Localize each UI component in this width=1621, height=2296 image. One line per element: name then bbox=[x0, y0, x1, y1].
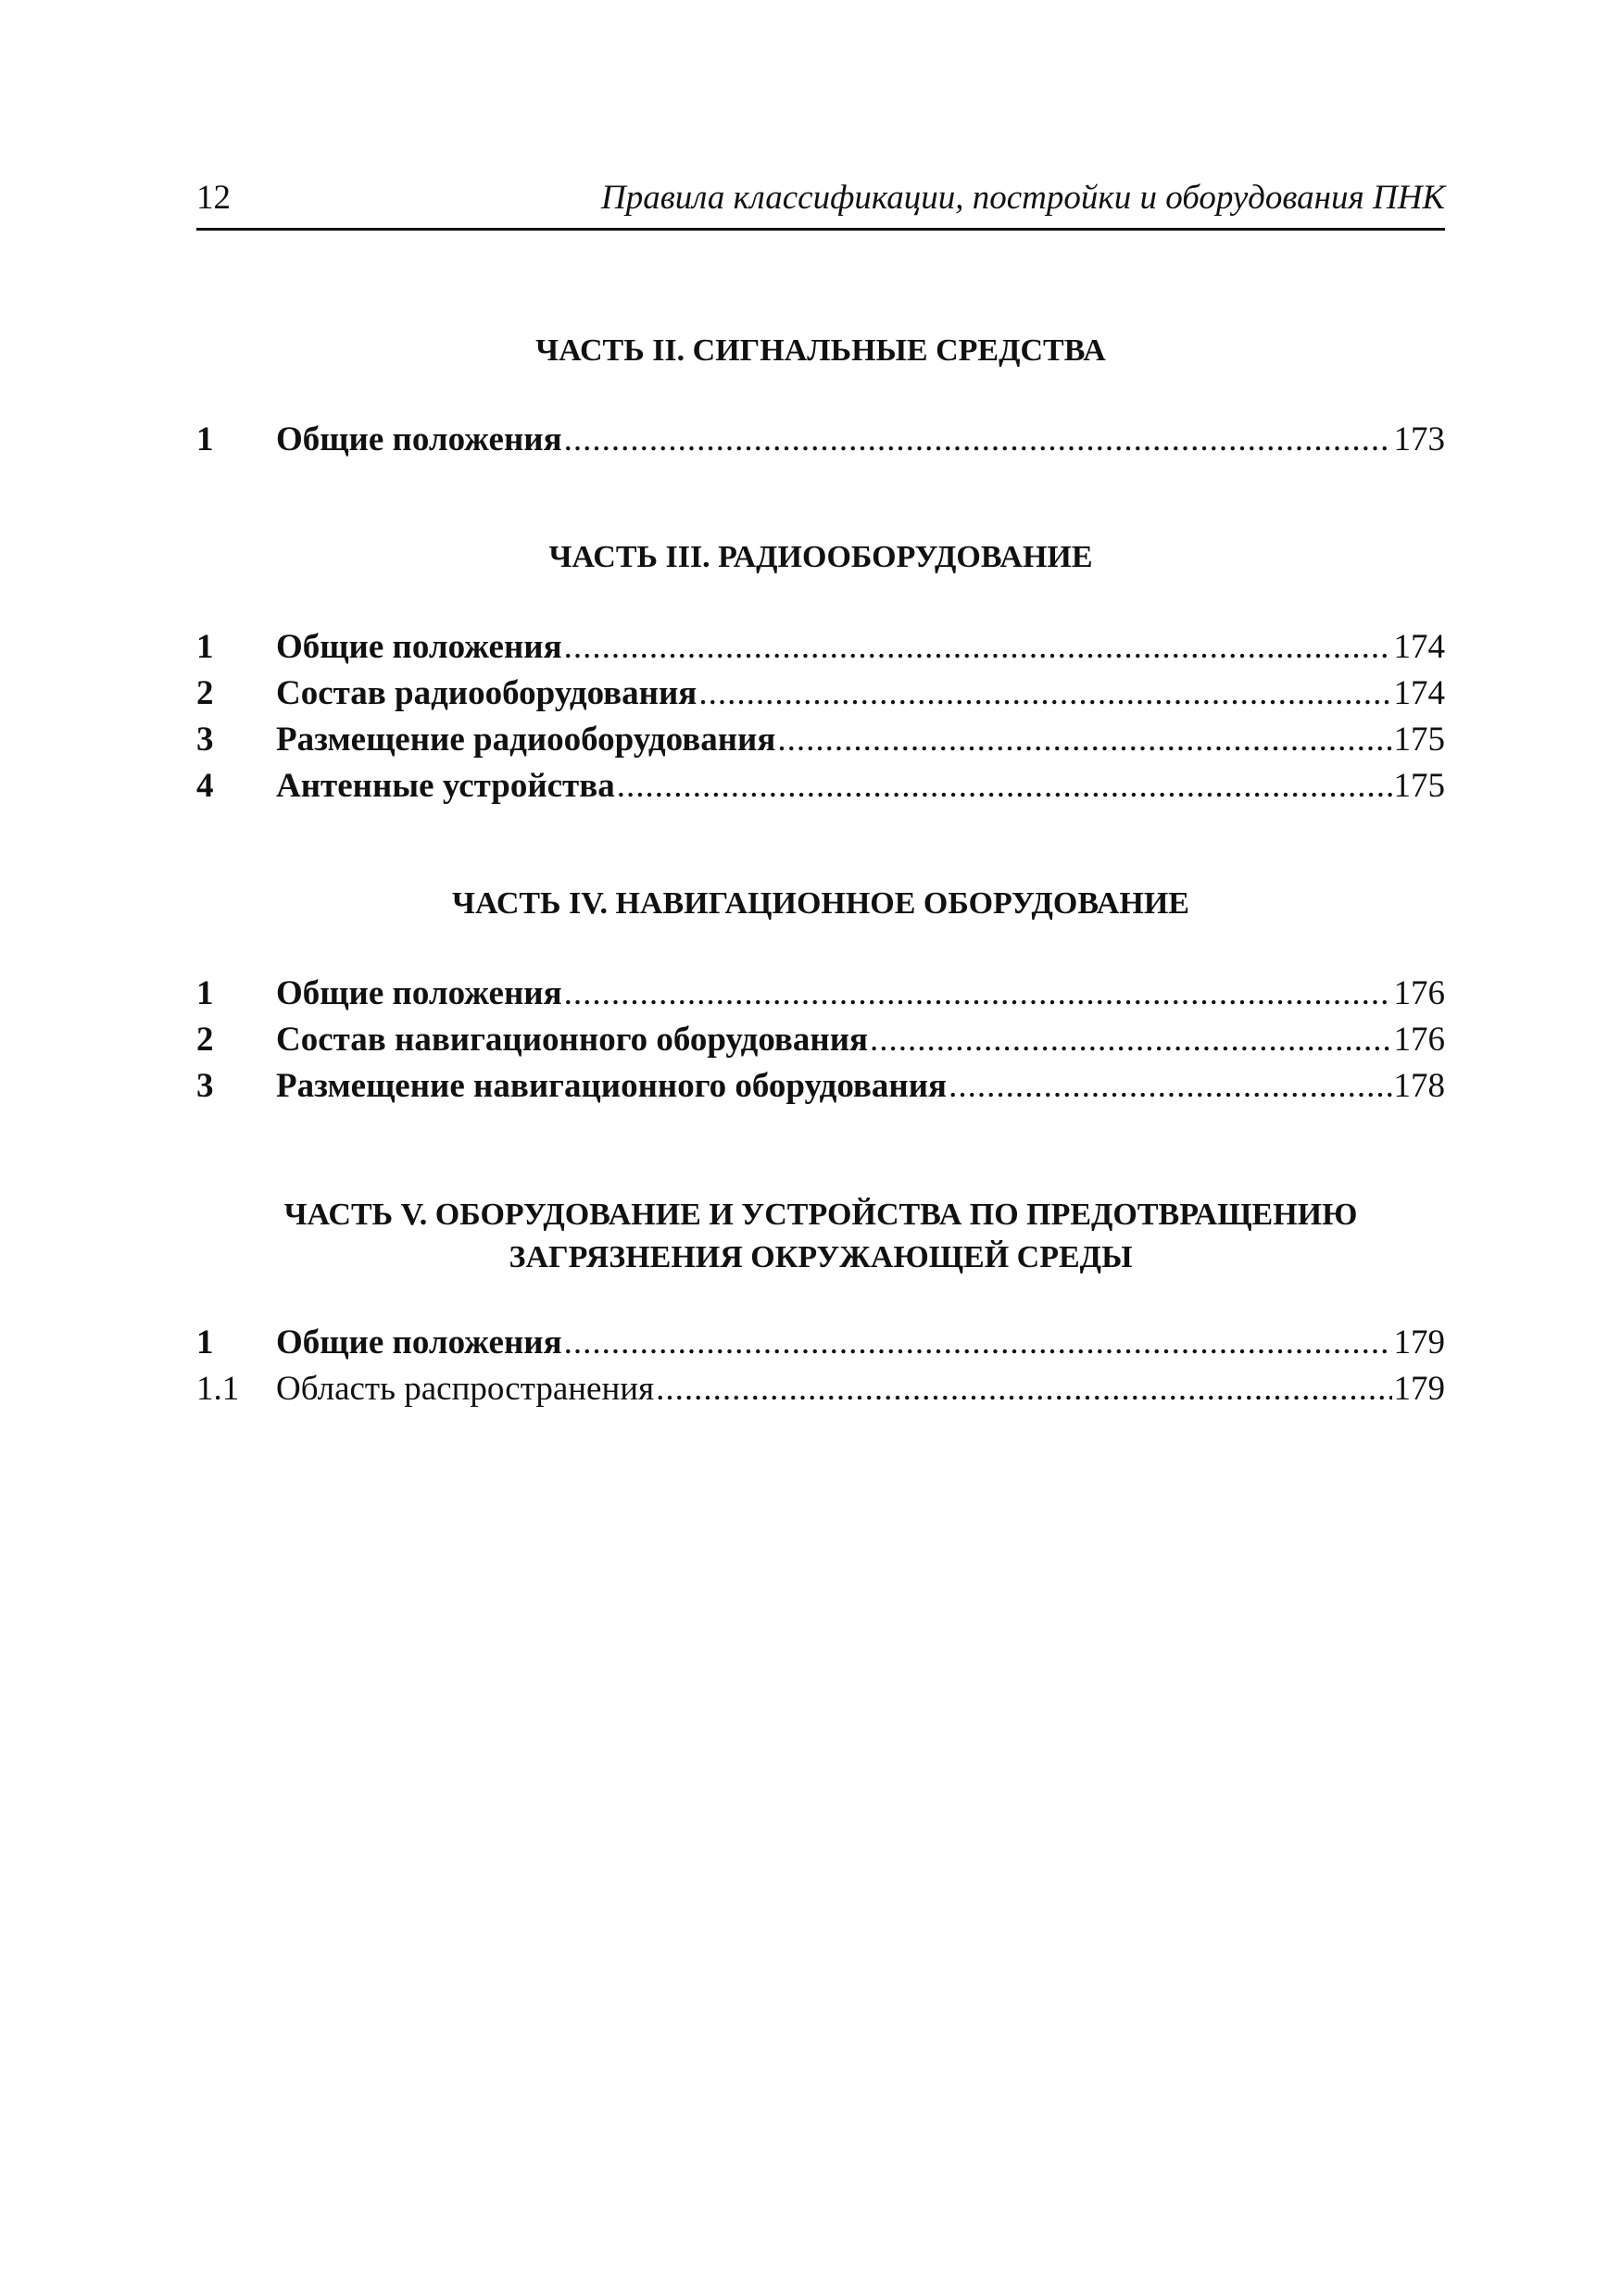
page-number: 12 bbox=[196, 179, 231, 217]
toc-entry-title: Общие положения bbox=[276, 1324, 562, 1361]
toc-entry-title: Размещение радиооборудования bbox=[276, 721, 776, 759]
part-ii-heading: ЧАСТЬ II. СИГНАЛЬНЫЕ СРЕДСТВА bbox=[535, 333, 1106, 368]
toc-entry-number: 1 bbox=[196, 628, 214, 666]
toc-entry-page: 173 bbox=[1393, 420, 1445, 458]
toc-entry-page: 175 bbox=[1393, 721, 1445, 759]
dot-leader bbox=[949, 1063, 1391, 1110]
part-iii-heading: ЧАСТЬ III. РАДИООБОРУДОВАНИЕ bbox=[548, 540, 1093, 574]
toc-entry-title: Состав навигационного оборудования bbox=[276, 1021, 869, 1059]
toc-entry-part-v-1[interactable] bbox=[196, 1320, 1445, 1366]
toc-entry-page: 179 bbox=[1393, 1324, 1445, 1361]
dot-leader bbox=[656, 1366, 1391, 1412]
toc-entry-number: 4 bbox=[196, 767, 214, 805]
toc-entry-title: Общие положения bbox=[276, 974, 562, 1012]
toc-entry-number: 1.1 bbox=[196, 1370, 240, 1408]
toc-entry-number: 1 bbox=[196, 420, 214, 458]
toc-entry-part-iv-2[interactable] bbox=[196, 1017, 1445, 1063]
toc-entry-page: 176 bbox=[1393, 974, 1445, 1012]
running-title: Правила классификации, постройки и оборудования ПНК bbox=[601, 179, 1445, 217]
toc-entry-title: Размещение навигационного оборудования bbox=[276, 1067, 948, 1105]
toc-entry-number: 3 bbox=[196, 1067, 214, 1105]
dot-leader bbox=[564, 971, 1392, 1017]
toc-entry-number: 1 bbox=[196, 1324, 214, 1361]
toc-entry-part-iii-1[interactable] bbox=[196, 624, 1445, 671]
toc-entry-part-iii-3[interactable] bbox=[196, 717, 1445, 763]
dot-leader bbox=[564, 1320, 1392, 1366]
running-header bbox=[196, 176, 1445, 231]
toc-entry-part-iii-4[interactable] bbox=[196, 763, 1445, 809]
toc-entry-title: Общие положения bbox=[276, 420, 562, 458]
toc-entry-number: 1 bbox=[196, 974, 214, 1012]
dot-leader bbox=[617, 763, 1392, 809]
toc-entry-page: 176 bbox=[1393, 1021, 1445, 1059]
toc-entry-number: 3 bbox=[196, 721, 214, 759]
dot-leader bbox=[777, 717, 1391, 763]
toc-entry-page: 174 bbox=[1393, 628, 1445, 666]
part-iv-heading: ЧАСТЬ IV. НАВИГАЦИОННОЕ ОБОРУДОВАНИЕ bbox=[452, 886, 1189, 921]
toc-entry-page: 175 bbox=[1393, 767, 1445, 805]
toc-entry-part-iv-1[interactable] bbox=[196, 971, 1445, 1017]
toc-entry-number: 2 bbox=[196, 1021, 214, 1059]
toc-entry-part-ii-1[interactable] bbox=[196, 417, 1445, 463]
toc-entry-title: Общие положения bbox=[276, 628, 562, 666]
part-v-heading-line-2: ЗАГРЯЗНЕНИЯ ОКРУЖАЮЩЕЙ СРЕДЫ bbox=[509, 1240, 1133, 1274]
toc-entry-part-iii-2[interactable] bbox=[196, 671, 1445, 717]
toc-entry-page: 179 bbox=[1393, 1370, 1445, 1408]
toc-entry-number: 2 bbox=[196, 674, 214, 712]
toc-entry-title: Антенные устройства bbox=[276, 767, 615, 805]
toc-entry-part-iv-3[interactable] bbox=[196, 1063, 1445, 1110]
toc-entry-title: Область распространения bbox=[276, 1370, 655, 1408]
toc-entry-page: 174 bbox=[1393, 674, 1445, 712]
toc-entry-title: Состав радиооборудования bbox=[276, 674, 697, 712]
dot-leader bbox=[870, 1017, 1391, 1063]
toc-entry-part-v-1-1[interactable] bbox=[196, 1366, 1445, 1412]
dot-leader bbox=[564, 624, 1392, 671]
dot-leader bbox=[698, 671, 1391, 717]
part-v-heading-line-1: ЧАСТЬ V. ОБОРУДОВАНИЕ И УСТРОЙСТВА ПО ПРЕДОТВРАЩЕНИЮ bbox=[283, 1198, 1358, 1232]
toc-entry-page: 178 bbox=[1393, 1067, 1445, 1105]
dot-leader bbox=[564, 417, 1392, 463]
